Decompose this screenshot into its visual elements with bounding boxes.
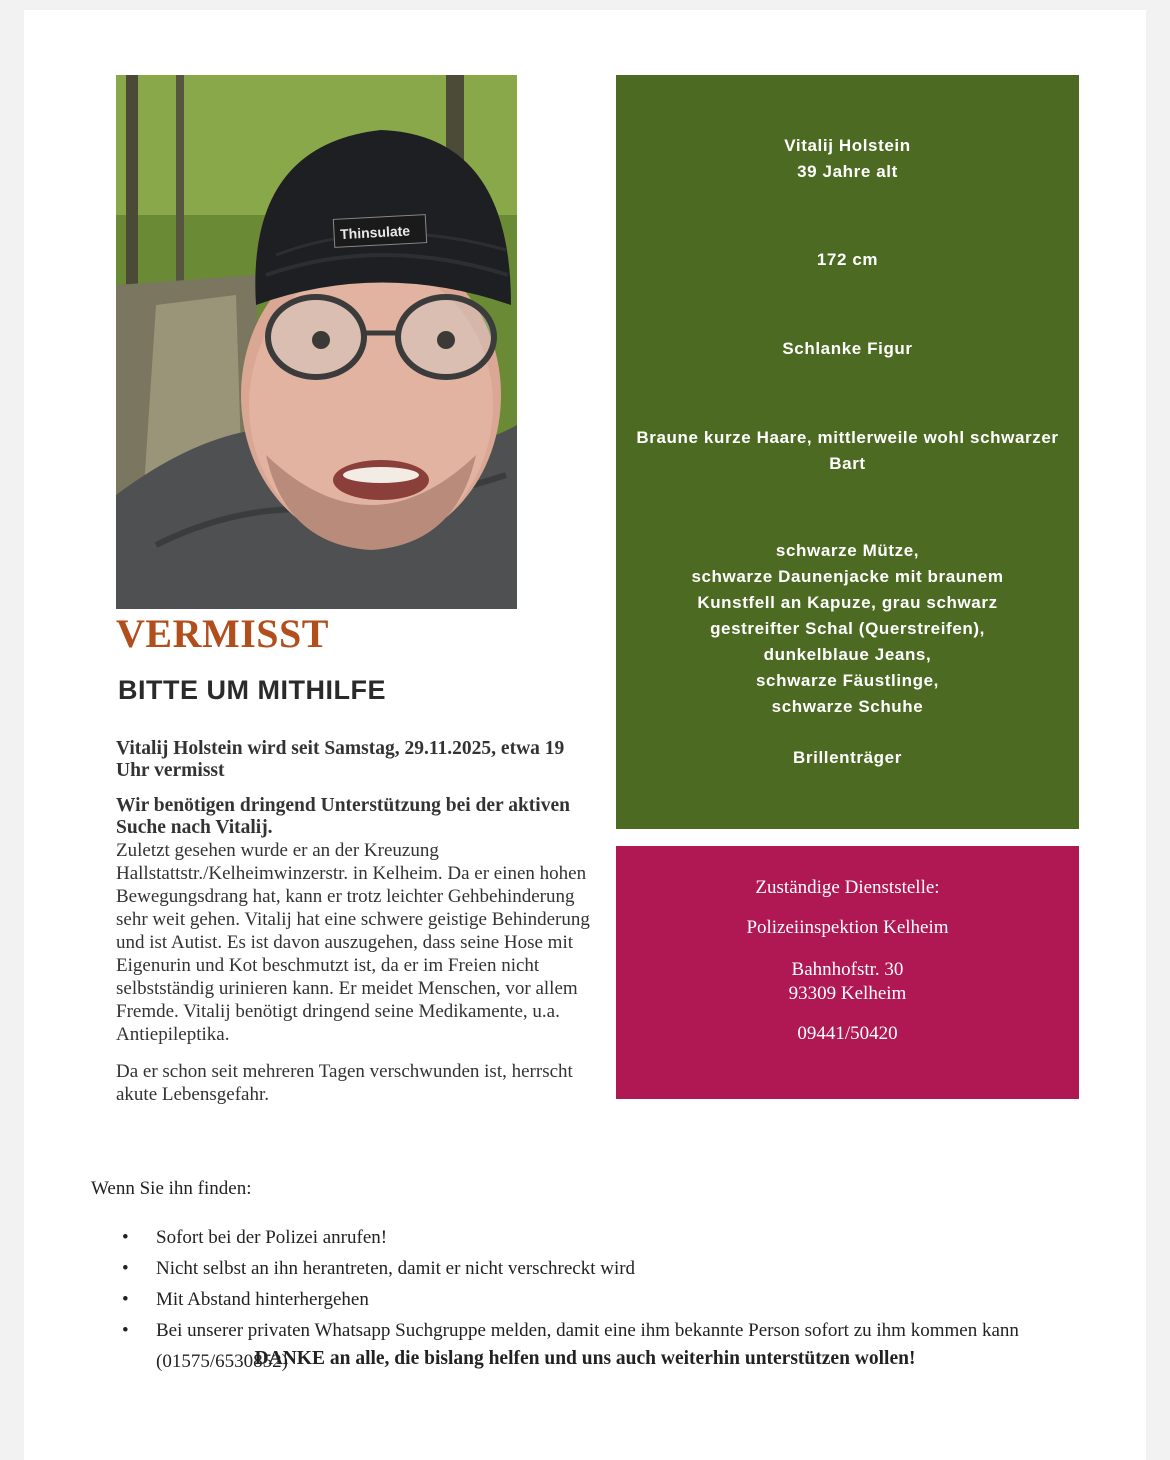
police-contact-box xyxy=(616,846,1079,1099)
details-paragraph: Zuletzt gesehen wurde er an der Kreuzung Hallstattstr./Kelheimwinzerstr. in Kelheim. Da er einen hohen Bewegungsdrang hat, kann er trotz leichter Gehbehinderung sehr weit gehen. Vitalij hat eine schwere geistige Behinderung und ist Autist. Es ist davon auszugehen, dass seine Hose mit Eigenurin und Kot beschmutzt ist, da er im Freien nicht selbstständig urinieren kann. Er meidet Menschen, vor allem Fremde. Vitalij benötigt dringend seine Medikamente, u.a. Antiepileptika. xyxy=(116,840,590,1045)
person-figure: Schlanke Figur xyxy=(782,339,913,358)
clothing-line: Kunstfell an Kapuze, grau schwarz xyxy=(697,593,998,612)
clothing-line: schwarze Schuhe xyxy=(771,697,924,716)
missing-person-photo xyxy=(116,75,517,609)
clothing-list xyxy=(616,538,1079,720)
person-hair: Braune kurze Haare, mittlerweile wohl schwarzer Bart xyxy=(636,428,1059,473)
police-phone: 09441/50420 xyxy=(797,1023,898,1044)
danger-warning: Da er schon seit mehreren Tagen verschwunden ist, herrscht akute Lebensgefahr. xyxy=(116,1061,573,1105)
details-text xyxy=(116,795,596,1106)
list-item: • Nicht selbst an ihn herantreten, damit er nicht verschreckt wird xyxy=(118,1253,1078,1284)
clothing-line: schwarze Mütze, xyxy=(775,541,920,560)
glasses-note: Brillenträger xyxy=(793,748,902,767)
person-name: Vitalij Holstein xyxy=(784,136,911,155)
name-age xyxy=(616,133,1079,185)
police-station-name: Polizeiinspektion Kelheim xyxy=(746,917,949,938)
support-request: Wir benötigen dringend Unterstützung bei der aktiven Suche nach Vitalij. xyxy=(116,795,570,838)
police-city: 93309 Kelheim xyxy=(788,983,907,1004)
clothing-line: dunkelblaue Jeans, xyxy=(763,645,932,664)
clothing-line: schwarze Fäustlinge, xyxy=(756,671,939,690)
clothing-line: schwarze Daunenjacke mit braunem xyxy=(691,567,1004,586)
police-street: Bahnhofstr. 30 xyxy=(791,959,904,980)
description-box xyxy=(616,75,1079,829)
police-label: Zuständige Dienststelle: xyxy=(755,877,940,898)
instructions-intro: Wenn Sie ihn finden: xyxy=(91,1178,252,1199)
list-item: • Sofort bei der Polizei anrufen! xyxy=(118,1222,1078,1253)
portrait-illustration xyxy=(116,75,517,609)
list-item: • Bei unserer privaten Whatsapp Suchgruppe melden, damit eine ihm bekannte Person sofort zu ihm kommen kann (01575/6530852) xyxy=(118,1315,1078,1377)
cap-label-text: Thinsulate xyxy=(339,222,411,243)
person-height: 172 cm xyxy=(816,250,879,269)
clothing-line: gestreifter Schal (Querstreifen), xyxy=(710,619,985,638)
list-item: • Mit Abstand hinterhergehen xyxy=(118,1284,1078,1315)
person-age: 39 Jahre alt xyxy=(797,162,898,181)
thank-you-note: DANKE an alle, die bislang helfen und uns auch weiterhin unterstützen wollen! xyxy=(254,1348,916,1369)
headline: VERMISST xyxy=(116,611,329,656)
subheadline: BITTE UM MITHILFE xyxy=(118,675,386,705)
missing-since-text: Vitalij Holstein wird seit Samstag, 29.11.2025, etwa 19 Uhr vermisst xyxy=(116,738,565,781)
